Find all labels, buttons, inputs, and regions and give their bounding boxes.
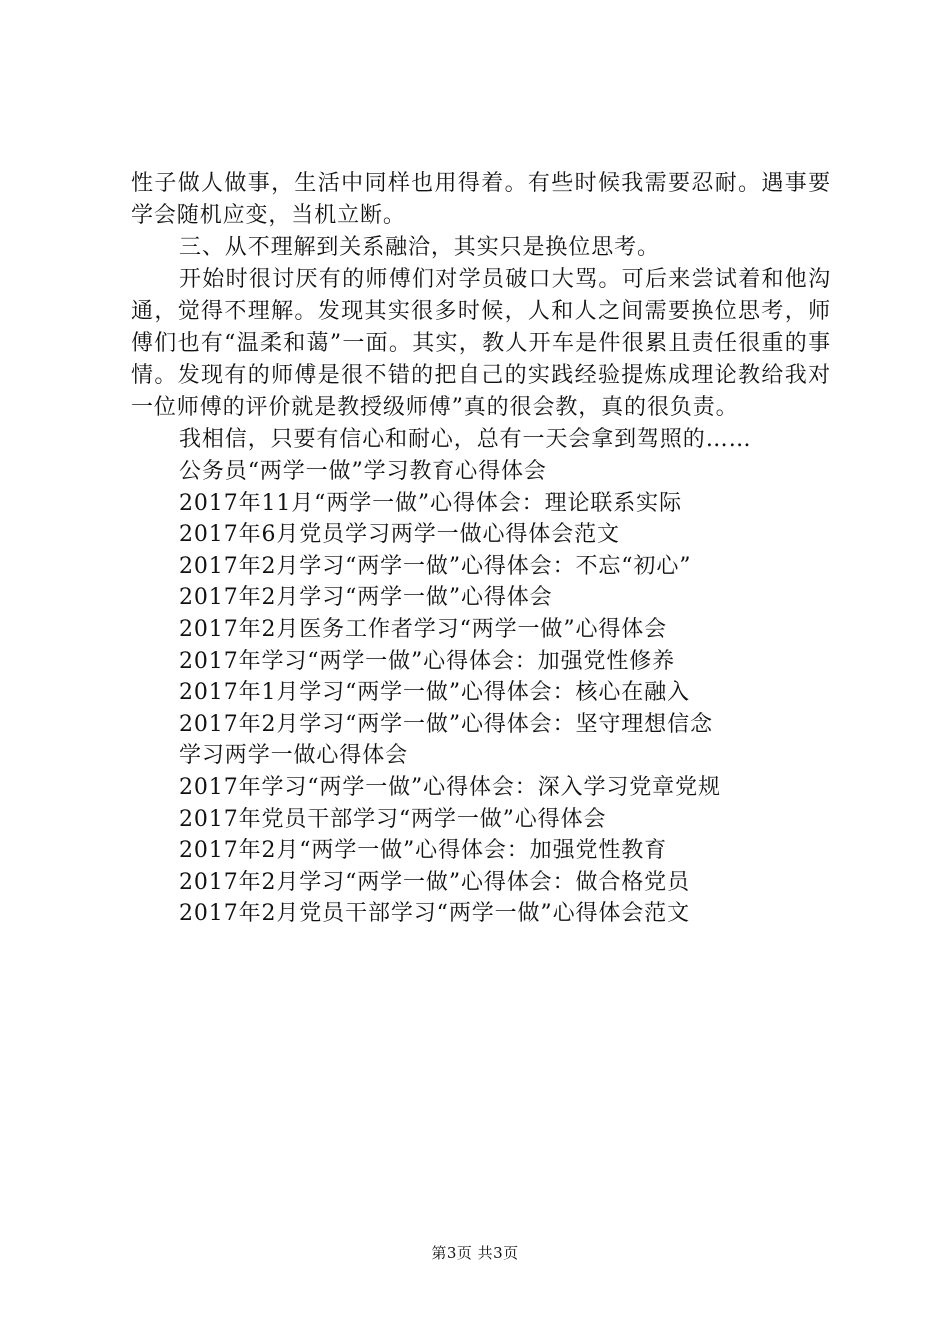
related-title: 2017年党员干部学习“两学一做”心得体会	[179, 806, 607, 832]
paragraph-1: 性子做人做事，生活中同样也用得着。有些时候我需要忍耐。遇事要学会随机应变，当机立断。	[131, 171, 831, 228]
related-title: 公务员“两学一做”学习教育心得体会	[179, 459, 547, 484]
related-title: 2017年2月学习“两学一做”心得体会	[179, 585, 553, 611]
related-title: 2017年2月学习“两学一做”心得体会：不忘“初心”	[179, 553, 692, 579]
related-title: 2017年11月“两学一做”心得体会：理论联系实际	[179, 490, 682, 516]
page-footer: 第3页 共3页	[431, 1244, 519, 1262]
related-title: 学习两学一做心得体会	[179, 743, 409, 769]
related-title: 2017年2月医务工作者学习“两学一做”心得体会	[179, 616, 668, 642]
related-title: 2017年2月学习“两学一做”心得体会：坚守理想信念	[179, 711, 713, 737]
related-title: 2017年2月党员干部学习“两学一做”心得体会范文	[179, 901, 690, 927]
related-title: 2017年2月“两学一做”心得体会：加强党性教育	[179, 838, 668, 864]
related-title: 2017年2月学习“两学一做”心得体会：做合格党员	[179, 869, 690, 895]
related-title: 2017年学习“两学一做”心得体会：加强党性修养	[179, 648, 676, 674]
related-title: 2017年6月党员学习两学一做心得体会范文	[179, 522, 620, 548]
document-body	[131, 168, 831, 930]
paragraph-3: 开始时很讨厌有的师傅们对学员破口大骂。可后来尝试着和他沟通，觉得不理解。发现其实很多时候，人和人之间需要换位思考，师傅们也有“温柔和蔼”一面。其实，教人开车是件很累且责任很重的事情。发现有的师傅是很不错的把自己的实践经验提炼成理论教给我对一位师傅的评价就是教授级师傅”真的很会教，真的很负责。	[131, 267, 831, 420]
related-title: 2017年学习“两学一做”心得体会：深入学习党章党规	[179, 774, 721, 800]
paragraph-4: 我相信，只要有信心和耐心，总有一天会拿到驾照的……	[179, 427, 752, 452]
section-heading: 三、从不理解到关系融洽，其实只是换位思考。	[179, 235, 660, 260]
related-title: 2017年1月学习“两学一做”心得体会：核心在融入	[179, 680, 690, 706]
related-titles-list	[131, 456, 831, 930]
